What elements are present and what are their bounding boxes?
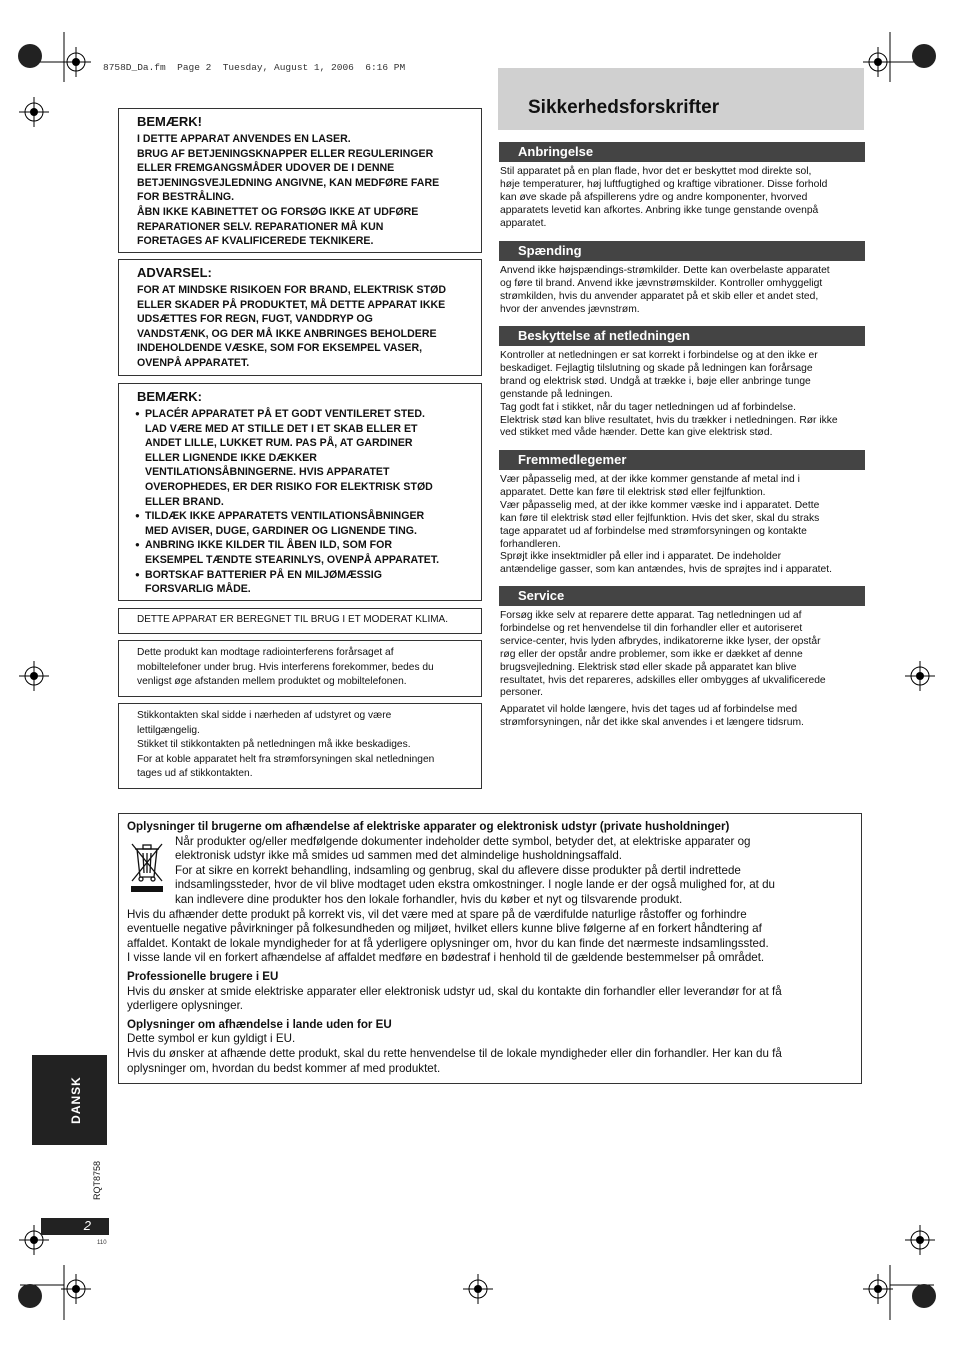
disposal-intro-line: elektronisk udstyr ikke må smides ud sammen med det almindelige husholdningsaffald. xyxy=(175,849,623,863)
disposal-intro xyxy=(175,835,775,908)
disposal-heading: Oplysninger til brugerne om afhændelse af elektriske apparater og elektronisk udstyr (private husholdninger) xyxy=(127,820,730,833)
language-tab-label: DANSK xyxy=(69,1076,83,1124)
warning-box xyxy=(118,259,482,376)
section-heading: Beskyttelse af netledningen xyxy=(499,326,865,346)
section-line: apparatet. xyxy=(500,217,547,229)
non-eu-line: oplysninger om, hvordan du bedst kommer af med produktet. xyxy=(127,1061,441,1075)
warning-line: VANDSTÆNK, OG DER MÅ IKKE ANBRINGES BEHOLDERE xyxy=(137,327,437,340)
professional-users-text xyxy=(127,985,853,1014)
ventilation-notice-item xyxy=(137,538,473,567)
laser-notice-line: BETJENINGSVEJLEDNING ANGIVNE, KAN MEDFØRE FARE xyxy=(137,176,440,189)
section-line: Kontroller at netledningen er sat korrekt i forbindelse og at den ikke er xyxy=(500,350,818,361)
registration-target-icon xyxy=(905,1225,935,1255)
warning-line: ELLER SKADER PÅ PRODUKTET, MÅ DETTE APPARAT IKKE xyxy=(137,298,446,311)
section-line: forbindelse og ret henvendelse til din forhandler eller et autoriseret xyxy=(500,622,803,634)
ventilation-notice-line: TILDÆK IKKE APPARATETS VENTILATIONSÅBNINGER xyxy=(145,510,425,523)
color-wheel-icon xyxy=(18,44,42,68)
laser-notice-line: I DETTE APPARAT ANVENDES EN LASER. xyxy=(137,133,351,145)
registration-target-icon xyxy=(863,1274,893,1304)
laser-notice-line: ÅBN IKKE KABINETTET OG FORSØG IKKE AT UDFØRE xyxy=(137,205,419,218)
bullet-icon: ● xyxy=(135,511,140,521)
page-title: Sikkerhedsforskrifter xyxy=(528,97,720,118)
professional-users-line: yderligere oplysninger. xyxy=(127,999,244,1013)
ventilation-notice-line: ELLER LIGNENDE IKKE DÆKKER xyxy=(145,451,317,464)
climate-box xyxy=(118,608,482,634)
non-eu-line: Hvis du ønsker at afhænde dette produkt, skal du rette henvendelse til de lokale myndigheder eller din forhandler. Her kan du få xyxy=(127,1046,782,1060)
section-body xyxy=(500,166,864,231)
section-line: Stil apparatet på en plan flade, hvor det er beskyttet mod direkte sol, xyxy=(500,166,812,177)
radio-interference-box xyxy=(118,640,482,697)
warning-line: OVENPÅ APPARATET. xyxy=(137,356,250,369)
registration-target-icon xyxy=(19,97,49,127)
section-body xyxy=(500,610,864,730)
power-outlet-line: Stikket til stikkontakten på netledningen må ikke beskadiges. xyxy=(137,739,411,751)
print-code: 110 xyxy=(97,1240,107,1246)
ventilation-notice-line: PLACÉR APPARATET PÅ ET GODT VENTILERET STED. xyxy=(145,408,425,420)
ventilation-notice-line: ANDET LILLE, LUKKET RUM. PAS PÅ, AT GARDINER xyxy=(145,437,413,450)
ventilation-notice-line: VENTILATIONSÅBNINGERNE. HVIS APPARATET xyxy=(145,466,390,479)
language-tab xyxy=(32,1055,107,1145)
section-line: resultatet, hvis det repareres, adskilles eller ombygges af ukvalificerede xyxy=(500,674,826,686)
warning-line: UDSÆTTES FOR REGN, FUGT, VANDDRYP OG xyxy=(137,313,373,326)
ventilation-notice-line: ANBRING IKKE KILDER TIL ÅBEN ILD, SOM FOR xyxy=(145,539,392,552)
laser-notice-line: ELLER FREMGANGSMÅDER UDOVER DE I DENNE xyxy=(137,162,395,175)
ventilation-notice-line: LAD VÆRE MED AT STILLE DET I ET SKAB ELLER ET xyxy=(145,422,418,435)
laser-notice-line: REPARATIONER SELV. REPARATIONER MÅ KUN xyxy=(137,220,384,233)
section-line: og føre til brand. Anvend ikke jævnstrømskilder. Kontroller omhyggeligt xyxy=(500,277,823,289)
laser-notice-line: BRUG AF BETJENINGSKNAPPER ELLER REGULERINGER xyxy=(137,147,434,160)
file-info-header: 8758D_Da.fm Page 2 Tuesday, August 1, 2006 6:16 PM xyxy=(103,62,406,73)
section-line: apparatets levetid kan afkortes. Anbring ikke tunge genstande ovenpå xyxy=(500,204,819,216)
registration-target-icon xyxy=(61,1274,91,1304)
ventilation-notice-line: MED AVISER, DUGE, GARDINER OG LIGNENDE TING. xyxy=(145,524,417,537)
ventilation-notice-line: BORTSKAF BATTERIER PÅ EN MILJØMÆSSIG xyxy=(145,568,382,581)
section-line: strømkilden, hvis du anvender apparatet på et skib eller et andet sted, xyxy=(500,290,819,302)
document-code: RQT8758 xyxy=(92,1160,102,1200)
ventilation-notice-line: ELLER BRAND. xyxy=(145,495,224,508)
section-line: Elektrisk stød kan blive resultatet, hvis du trækker i netledningen. Rør ikke xyxy=(500,414,838,426)
warning-line: FOR AT MINDSKE RISIKOEN FOR BRAND, ELEKTRISK STØD xyxy=(137,284,446,296)
ventilation-notice-item xyxy=(137,407,473,509)
ventilation-notice-line: EKSEMPEL TÆNDTE STEARINLYS, OVENPÅ APPARATET. xyxy=(145,553,440,566)
section-line: genstande på ledningen. xyxy=(500,388,613,400)
disposal-body xyxy=(127,908,853,966)
radio-interference-line: venligst øge afstanden mellem produktet og mobiltelefonen. xyxy=(137,676,407,688)
radio-interference-line: mobiltelefoner under brug. Hvis interferens forekommer, bedes du xyxy=(137,661,434,673)
laser-notice-line: FORETAGES AF KVALIFICEREDE TEKNIKERE. xyxy=(137,235,374,248)
disposal-intro-line: Når produkter og/eller medfølgende dokumenter indeholder dette symbol, betyder det, at elektriske apparater og xyxy=(175,834,751,848)
page-number: 2 xyxy=(83,1218,91,1233)
professional-users-heading: Professionelle brugere i EU xyxy=(127,969,279,983)
ventilation-notice-list xyxy=(137,407,473,597)
bullet-icon: ● xyxy=(135,409,140,418)
section-line: ved stikket med våde hænder. Dette kan give elektrisk stød. xyxy=(500,427,773,439)
section-body xyxy=(500,474,864,577)
radio-interference-line: Dette produkt kan modtage radiointerferens forårsaget af xyxy=(137,647,394,658)
section-line: høje temperaturer, høj luftfugtighed og kraftige vibrationer. Disse forhold xyxy=(500,178,828,190)
section-line: antændelige gasser, som kan antændes, hvis de sprøjtes ind i apparatet. xyxy=(500,564,832,576)
section-body xyxy=(500,265,864,317)
section-line: brugsvejledning. Elektrisk stød eller skade på apparatet kan blive xyxy=(500,661,797,673)
section-heading: Fremmedlegemer xyxy=(499,450,865,470)
section-line: service-center, hvis lyden afbrydes, indikatorerne ikke lyser, der opstår xyxy=(500,635,821,647)
section-heading: Anbringelse xyxy=(499,142,865,162)
ventilation-notice-line: FORSVARLIG MÅDE. xyxy=(145,583,251,596)
section-line: Sprøjt ikke insektmidler på eller ind i apparatet. De indeholder xyxy=(500,551,782,563)
section-line: strømforsyningen, når det ikke skal anvendes i et længere tidsrum. xyxy=(500,717,804,729)
ventilation-notice-item xyxy=(137,509,473,538)
power-outlet-line: tages ud af stikkontakten. xyxy=(137,768,253,780)
page-number-bar xyxy=(41,1218,109,1235)
disposal-info-box xyxy=(118,813,862,1084)
laser-notice-box xyxy=(118,108,482,253)
registration-target-icon xyxy=(61,47,91,77)
registration-target-icon xyxy=(863,47,893,77)
section-line: Tag godt fat i stikket, når du tager netledningen ud af forbindelse. xyxy=(500,401,796,413)
laser-notice-title: BEMÆRK! xyxy=(137,114,202,129)
section-line: Vær påpasselig med, at der ikke kommer væske ind i apparatet. Dette xyxy=(500,499,820,511)
warning-text xyxy=(137,283,473,371)
laser-notice-text xyxy=(137,132,473,249)
section-line: kan føre til elektrisk stød eller fejlfunktion. Hvis det sker, skal du straks xyxy=(500,512,820,524)
section-heading: Spænding xyxy=(499,241,865,261)
section-line: Forsøg ikke selv at reparere dette apparat. Tag netledningen ud af xyxy=(500,610,802,621)
non-eu-line: Dette symbol er kun gyldigt i EU. xyxy=(127,1032,296,1046)
section-line: apparatet. Dette kan føre til elektrisk stød eller fejlfunktion. xyxy=(500,486,766,498)
power-outlet-line: lettilgængelig. xyxy=(137,724,200,736)
section-line: hvor der anvendes jævnstrøm. xyxy=(500,303,640,315)
power-outlet-line: Stikkontakten skal sidde i nærheden af udstyret og være xyxy=(137,710,392,721)
color-wheel-icon xyxy=(18,1284,42,1308)
professional-users-line: Hvis du ønsker at smide elektriske apparater eller elektronisk udstyr ud, skal du kontakte din forhandler eller leverandør for at få xyxy=(127,984,782,998)
section-line: brand og elektrisk stød. Undgå at trække i, bøje eller anbringe tunge xyxy=(500,375,811,387)
ventilation-notice-item xyxy=(137,568,473,597)
warning-line: INDEHOLDENDE VÆSKE, SOM FOR EKSEMPEL VASER, xyxy=(137,342,423,355)
disposal-intro-line: For at sikre en korrekt behandling, indsamling og genbrug, skal du aflevere disse produkter på dertil indrettede xyxy=(175,863,741,877)
section-line: personer. xyxy=(500,687,543,699)
laser-notice-line: FOR BESTRÅLING. xyxy=(137,191,235,204)
crossed-out-wheelie-bin-icon xyxy=(127,835,175,908)
registration-target-icon xyxy=(905,661,935,691)
color-wheel-icon xyxy=(912,1284,936,1308)
section-line: Anvend ikke højspændings-strømkilder. Dette kan overbelaste apparatet xyxy=(500,265,830,276)
non-eu-heading: Oplysninger om afhændelse i lande uden for EU xyxy=(127,1017,392,1031)
bullet-icon: ● xyxy=(135,540,140,550)
section-line: tage apparatet ud af forbindelse med strømforsyningen og kontakte xyxy=(500,525,807,537)
ventilation-notice-line: OVEROPHEDES, ER DER RISIKO FOR ELEKTRISK STØD xyxy=(145,480,433,493)
disposal-body-line: I visse lande vil en forkert afhændelse af affaldet medføre en bødestraf i henhold til de gældende bestemmelser på området. xyxy=(127,951,765,965)
registration-target-icon xyxy=(19,661,49,691)
section-line: Apparatet vil holde længere, hvis det tages ud af forbindelse med xyxy=(500,704,798,716)
ventilation-notice-box xyxy=(118,383,482,601)
title-bar xyxy=(498,68,864,130)
disposal-intro-line: kan indlevere dine produkter hos den lokale forhandler, hvis du køber et nyt og tilsvarende produkt. xyxy=(175,892,683,906)
disposal-intro-line: indsamlingssteder, hvor de vil blive modtaget uden ekstra omkostninger. I nogle lande er der også mulighed for, at du xyxy=(175,878,776,892)
climate-text: DETTE APPARAT ER BEREGNET TIL BRUG I ET MODERAT KLIMA. xyxy=(137,614,448,625)
disposal-body-line: Hvis du afhænder dette produkt på korrekt vis, vil det være med at spare på de værdifulde naturlige råstoffer og forhindre xyxy=(127,907,747,921)
section-line: kan øve skade på afspillerens ydre og andre komponenter, hvorved xyxy=(500,191,808,203)
section-body xyxy=(500,350,864,440)
ventilation-notice-title: BEMÆRK: xyxy=(137,389,202,404)
section-heading: Service xyxy=(499,586,865,606)
disposal-body-line: affaldet. Kontakt de lokale myndigheder for at få yderligere oplysninger om, hvor du kan finde det nærmeste indsamlingssted. xyxy=(127,936,769,950)
section-line: forhandleren. xyxy=(500,538,561,550)
power-outlet-box xyxy=(118,703,482,789)
registration-target-icon xyxy=(463,1274,493,1304)
disposal-body-line: eventuelle negative påvirkninger på folkesundheden og miljøet, hvilket ellers kunne blive følgerne af en forkert håndtering af xyxy=(127,922,762,936)
warning-title: ADVARSEL: xyxy=(137,265,212,280)
section-line: beskadiget. Fejlagtig tilslutning og skade på ledningen kan forårsage xyxy=(500,362,813,374)
bullet-icon: ● xyxy=(135,569,140,579)
power-outlet-line: For at koble apparatet helt fra strømforsyningen skal netledningen xyxy=(137,753,435,765)
non-eu-text xyxy=(127,1032,853,1076)
section-line: Vær påpasselig med, at der ikke kommer genstande af metal ind i xyxy=(500,474,800,485)
color-wheel-icon xyxy=(912,44,936,68)
section-line: røg eller der opstår andre problemer, som ikke er dækket af denne xyxy=(500,648,803,660)
